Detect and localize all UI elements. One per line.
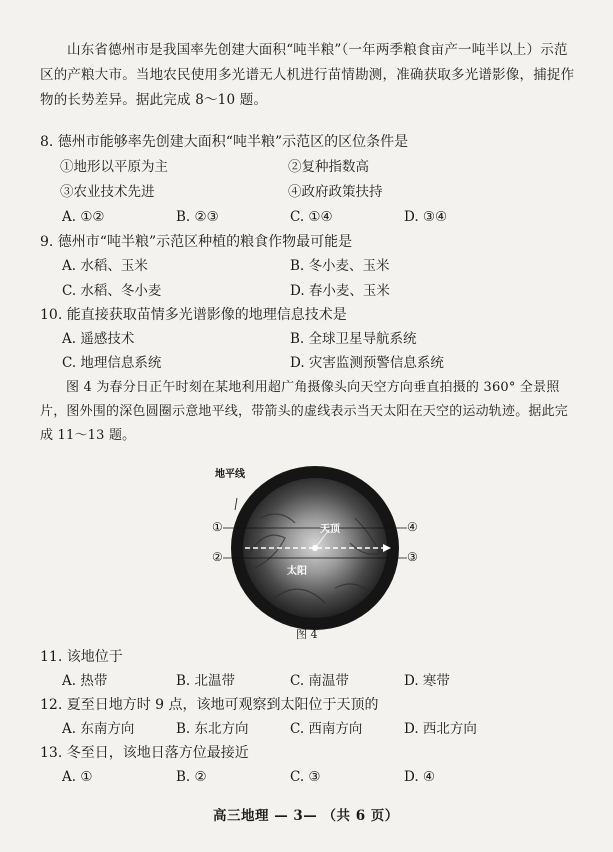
q12-option-d: D. 西北方向 <box>404 721 477 737</box>
q13-option-a: A. ① <box>62 769 93 785</box>
question-8-stem: 8. 德州市能够率先创建大面积“吨半粮”示范区的区位条件是 <box>40 134 409 150</box>
question-9-stem: 9. 德州市“吨半粮”示范区种植的粮食作物最可能是 <box>40 234 353 250</box>
marker-3: ③ <box>407 550 418 564</box>
q9-option-b: B. 冬小麦、玉米 <box>290 258 390 274</box>
q10-option-a: A. 遥感技术 <box>62 331 135 347</box>
question-10-stem: 10. 能直接获取苗情多光谱影像的地理信息技术是 <box>40 307 347 323</box>
label-zenith: 天顶 <box>320 524 340 535</box>
question-11-stem: 11. 该地位于 <box>40 649 123 665</box>
marker-4: ④ <box>407 520 418 534</box>
marker-2: ② <box>212 550 223 564</box>
q10-option-b: B. 全球卫星导航系统 <box>290 331 417 347</box>
q11-option-c: C. 南温带 <box>290 673 349 689</box>
q10-option-d: D. 灾害监测预警信息系统 <box>290 355 444 371</box>
label-horizon: 地平线 <box>215 469 245 480</box>
q8-option-c: C. ①④ <box>290 209 333 225</box>
horizon-pointer <box>235 498 237 510</box>
q13-option-b: B. ② <box>176 769 207 785</box>
q13-option-d: D. ④ <box>404 769 436 785</box>
intro-paragraph-1: 山东省德州市是我国率先创建大面积“吨半粮”（一年两季粮食亩产一吨半以上）示范区的产粮大市。当地农民使用多光谱无人机进行苗情勘测，准确获取多光谱影像，捕捉作物的长势差异。据此完成 8～10 题。 <box>40 42 575 108</box>
q9-option-a: A. 水稻、玉米 <box>62 258 148 274</box>
question-12-stem: 12. 夏至日地方时 9 点，该地可观察到太阳位于天顶的 <box>40 697 379 713</box>
q12-option-a: A. 东南方向 <box>62 721 135 737</box>
q11-option-d: D. 寒带 <box>404 673 450 689</box>
q10-option-c: C. 地理信息系统 <box>62 355 162 371</box>
question-13-stem: 13. 冬至日，该地日落方位最接近 <box>40 745 249 761</box>
q13-option-c: C. ③ <box>290 769 321 785</box>
q9-option-d: D. 春小麦、玉米 <box>290 283 390 299</box>
q12-option-c: C. 西南方向 <box>290 721 363 737</box>
q8-option-a: A. ①② <box>62 209 105 225</box>
q8-item-2: ②复种指数高 <box>288 159 369 175</box>
q11-option-b: B. 北温带 <box>176 673 236 689</box>
page-footer: 高三地理 — 3— （共 6 页） <box>213 808 399 824</box>
q12-option-b: B. 东北方向 <box>176 721 249 737</box>
q8-option-b: B. ②③ <box>176 209 219 225</box>
q8-item-3: ③农业技术先进 <box>60 184 155 200</box>
figure-caption: 图 4 <box>296 628 318 641</box>
q8-option-d: D. ③④ <box>404 209 448 225</box>
q8-item-4: ④政府政策扶持 <box>288 184 383 200</box>
intro-paragraph-2: 图 4 为春分日正午时刻在某地利用超广角摄像头向天空方向垂直拍摄的 360° 全景照片，图外围的深色圆圈示意地平线，带箭头的虚线表示当天太阳在天空的运动轨迹。据此完成 11～13 题。 <box>40 380 569 443</box>
q9-option-c: C. 水稻、冬小麦 <box>62 283 162 299</box>
label-sun: 太阳 <box>287 566 307 577</box>
sky-photo-graphic <box>205 458 425 638</box>
figure-4-sky-photo <box>205 458 425 638</box>
q8-item-1: ①地形以平原为主 <box>60 159 168 175</box>
marker-1: ① <box>212 520 223 534</box>
q11-option-a: A. 热带 <box>62 673 108 689</box>
